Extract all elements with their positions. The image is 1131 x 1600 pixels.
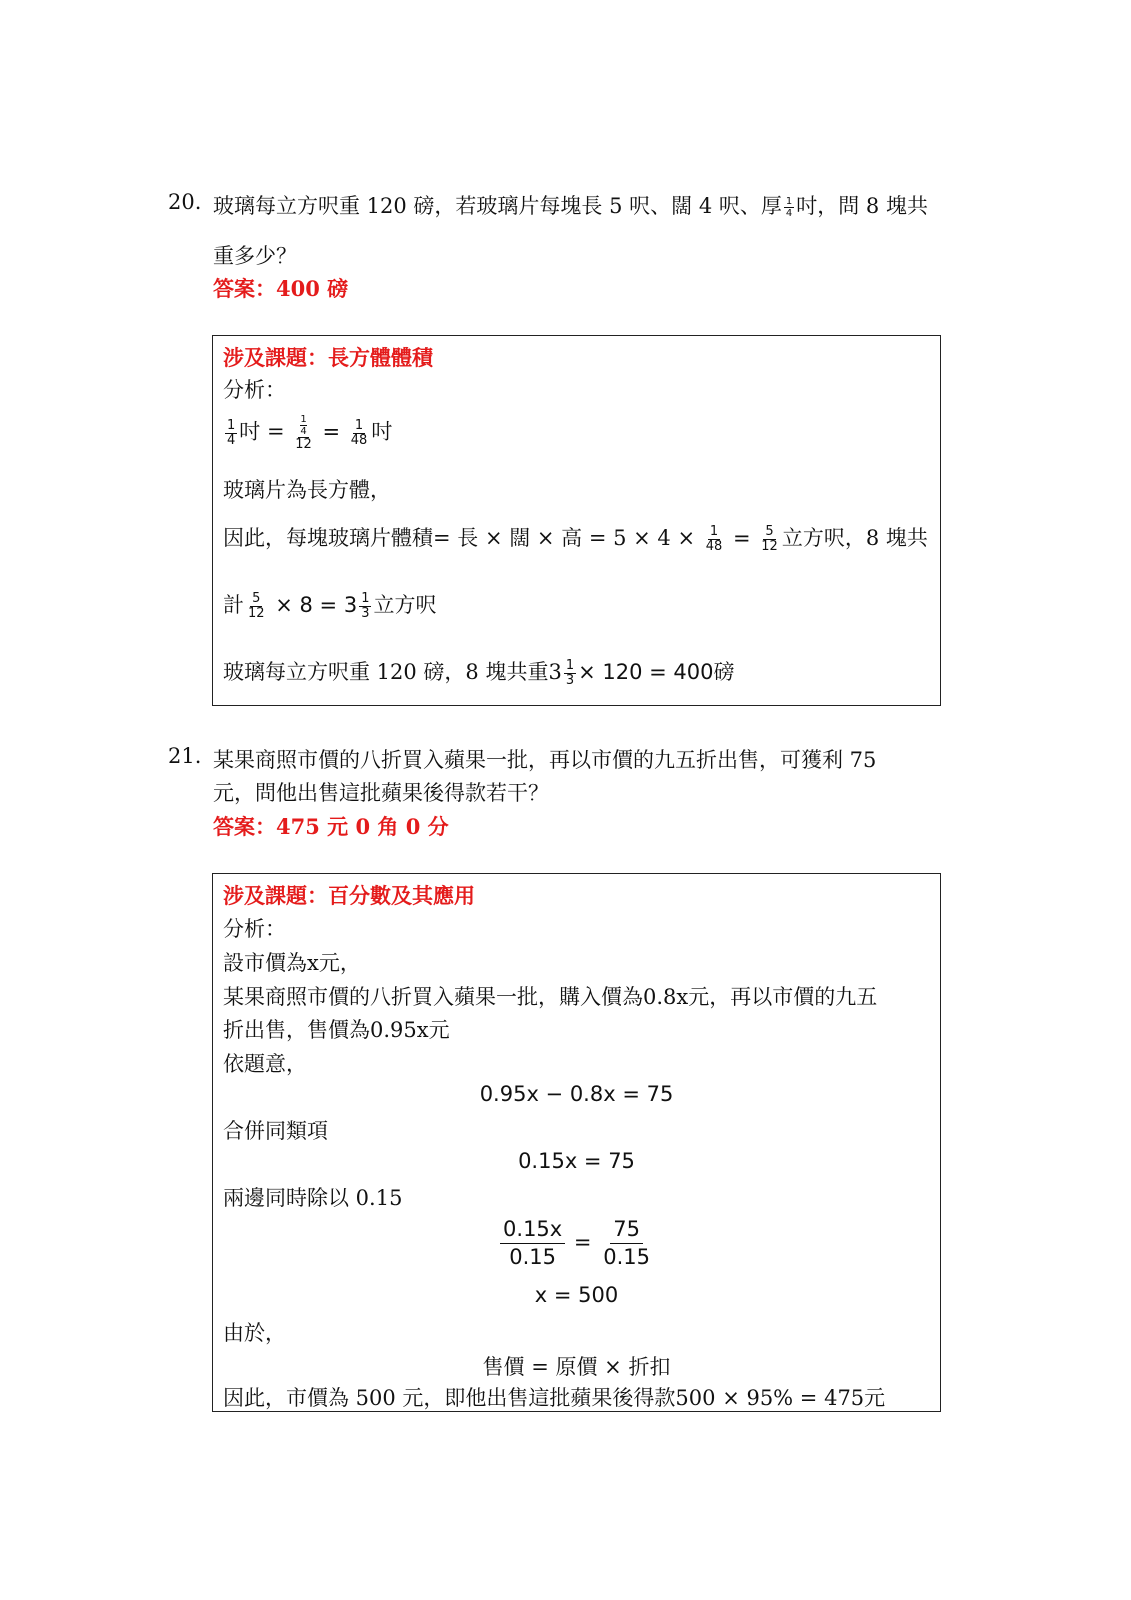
q21-topic: 涉及課題：百分數及其應用 [223,883,475,908]
q20-step3: 因此，每塊玻璃片體積= 長 × 闊 × 高 = 5 × 4 × $\frac{1}{48}$ = $\frac{5}{12}$ 立方呎，8 塊共 [223,524,928,554]
q20-question-line2: 重多少？ [213,244,297,268]
q21-equation2: 0.15x = 75 [518,1149,635,1173]
q20-topic: 涉及課題：長方體體積 [223,345,433,370]
q20-thickness-fraction: $\frac{1}{4}$ [785,196,793,219]
q20-number: 20. [168,190,202,214]
q21-analysis-label: 分析： [223,917,286,941]
q20-analysis-box [212,335,941,706]
q21-analysis-box [212,873,941,1412]
q20-analysis-label: 分析： [223,378,286,402]
q21-line5: 合併同類項 [223,1119,328,1143]
q20-text-part1: 玻璃每立方呎重 120 磅，若玻璃片每塊長 5 呎、闊 4 呎、厚 [213,194,782,218]
q20-step2: 玻璃片為長方體， [223,478,391,502]
q21-question-line1: 某果商照市價的八折買入蘋果一批，再以市價的九五折出售，可獲利 75 [213,748,877,772]
q21-answer: 答案：475 元 0 角 0 分 [213,814,449,839]
q21-line2: 某果商照市價的八折買入蘋果一批，購入價為0.8x元，再以市價的九五 [223,985,878,1009]
q21-line1: 設市價為x元， [223,951,361,975]
q20-text-part2: 吋，問 8 塊共 [796,194,928,218]
q21-line6: 兩邊同時除以 0.15 [223,1186,403,1210]
q20-step1: $\frac{1}{4}$ 吋 = 1 4 12 = $\frac{1}{48}$ 吋 [227,414,393,452]
q21-equation1: 0.95x − 0.8x = 75 [479,1082,674,1106]
q21-line7: 由於， [223,1321,286,1345]
q21-number: 21. [168,744,202,768]
q21-equation3: $\frac{0.15x}{0.15}$ = $\frac{75}{0.15}$ [213,1216,940,1271]
q20-step4: 計 $\frac{5}{12}$ × 8 = 3 $\frac{1}{3}$ 立方呎 [223,591,437,621]
q21-line8: 因此，市價為 500 元，即他出售這批蘋果後得款500 × 95% = 475元 [223,1386,886,1410]
q20-question-line1 [213,190,928,220]
q21-question-line2: 元，問他出售這批蘋果後得款若干？ [213,781,549,805]
q21-line3: 折出售，售價為0.95x元 [223,1018,450,1042]
q21-equation4: x = 500 [534,1283,619,1307]
q21-equation5: 售價 = 原價 × 折扣 [482,1355,671,1379]
q21-line4: 依題意， [223,1052,307,1076]
q20-answer: 答案：400 磅 [213,276,349,301]
q20-step5: 玻璃每立方呎重 120 磅，8 塊共重3 $\frac{1}{3}$ × 120 = 400磅 [223,658,735,688]
